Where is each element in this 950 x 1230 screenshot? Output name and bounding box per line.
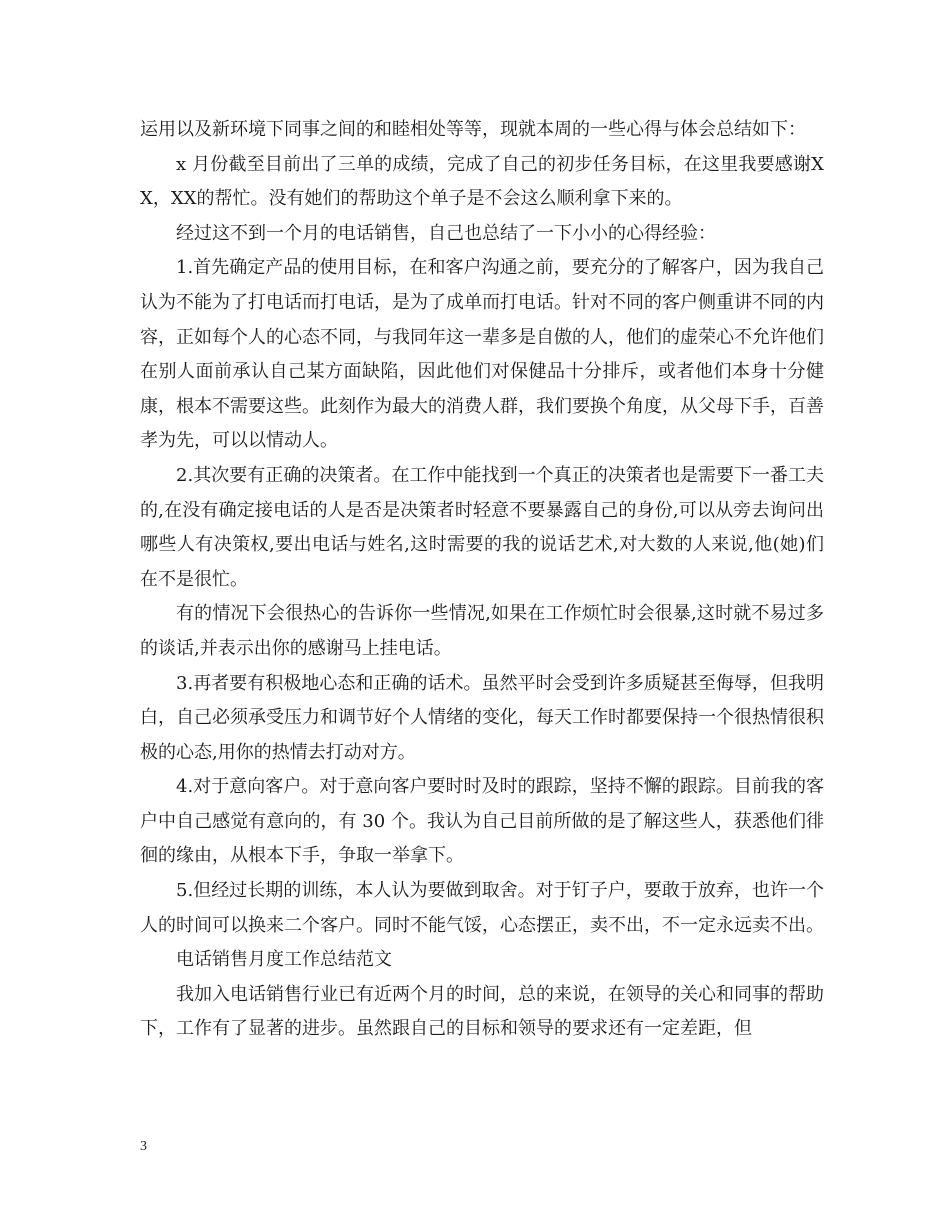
paragraph-2: x 月份截至目前出了三单的成绩，完成了自己的初步任务目标，在这里我要感谢XX，XX的帮忙。没有她们的帮助这个单子是不会这么顺利拿下来的。: [140, 153, 824, 210]
paragraph-4: 1.首先确定产品的使用目标，在和客户沟通之前，要充分的了解客户，因为我自己认为不能为了打电话而打电话，是为了成单而打电话。针对不同的客户侧重讲不同的内容，正如每个人的心态不同，与我同年这一辈多是自傲的人，他们的虚荣心不允许他们在别人面前承认自己某方面缺陷，因此他们对保健品十分排斥，或者他们本身十分健康，根本不需要这些。此刻作为最大的消费人群，我们要换个角度，从父母下手，百善孝为先，可以以情动人。: [140, 257, 824, 452]
paragraph-7: 3.再者要有积极地心态和正确的话术。虽然平时会受到许多质疑甚至侮辱，但我明白，自己必须承受压力和调节好个人情绪的变化，每天工作时都要保持一个很热情很积极的心态,用你的热情去打动对方。: [140, 672, 824, 763]
paragraph-5: 2.其次要有正确的决策者。在工作中能找到一个真正的决策者也是需要下一番工夫的,在没有确定接电话的人是否是决策者时轻意不要暴露自己的身份,可以从旁去询问出哪些人有决策权,要出电话与姓名,这时需要的我的说话艺术,对大数的人来说,他(她)们在不是很忙。: [140, 464, 824, 590]
paragraph-9: 5.但经过长期的训练，本人认为要做到取舍。对于钉子户，要敢于放弃，也许一个人的时间可以换来二个客户。同时不能气馁，心态摆正，卖不出，不一定永远卖不出。: [140, 880, 824, 936]
section-heading: 电话销售月度工作总结范文: [176, 949, 392, 971]
page-number: 3: [140, 1139, 147, 1154]
paragraph-10: 我加入电话销售行业已有近两个月的时间，总的来说，在领导的关心和同事的帮助下，工作有了显著的进步。虽然跟自己的目标和领导的要求还有一定差距，但: [140, 983, 824, 1040]
paragraph-8: 4.对于意向客户。对于意向客户要时时及时的跟踪，坚持不懈的跟踪。目前我的客户中自己感觉有意向的，有 30 个。我认为自己目前所做的是了解这些人，获悉他们徘徊的缘由，从根本下手，争取一举拿下。: [140, 776, 824, 867]
paragraph-6: 有的情况下会很热心的告诉你一些情况,如果在工作烦忙时会很暴,这时就不易过多的谈话,并表示出你的感谢马上挂电话。: [140, 603, 824, 659]
paragraph-1: 运用以及新环境下同事之间的和睦相处等等，现就本周的一些心得与体会总结如下：: [140, 119, 806, 140]
paragraph-3: 经过这不到一个月的电话销售，自己也总结了一下小小的心得经验：: [176, 222, 716, 244]
body-text: [140, 113, 824, 1047]
